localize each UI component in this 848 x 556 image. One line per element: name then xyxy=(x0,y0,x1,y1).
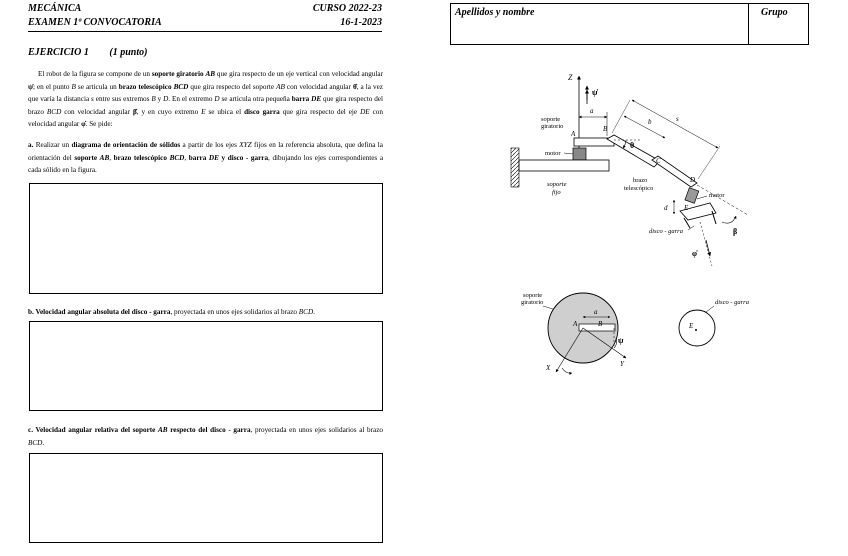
tv-disco-leader xyxy=(706,306,714,312)
text-run: barra xyxy=(291,95,312,104)
text-run: β̇ xyxy=(132,107,137,116)
phi-axis xyxy=(700,222,712,266)
text-run: ; en el punto xyxy=(32,82,72,91)
text-run: brazo telescópico xyxy=(118,82,174,91)
text-run: c. Velocidad angular relativa del soporte xyxy=(28,426,158,434)
name-label: Apellidos y nombre xyxy=(455,7,535,18)
text-run: disco garra xyxy=(244,107,280,116)
theta-label: θ xyxy=(630,141,635,150)
tv-e-label: E xyxy=(689,322,694,330)
text-run: brazo telescópico xyxy=(113,153,170,162)
text-run: con velocidad angular xyxy=(61,107,133,116)
tv-psi-label: ψ xyxy=(618,336,624,345)
text-run: , a la vez que varía la distancia xyxy=(28,82,383,104)
text-run: a partir de los ejes xyxy=(180,141,240,149)
phi-label: φ̇ xyxy=(692,249,697,258)
point-c-label: C xyxy=(656,157,661,165)
text-run: ψ̇ xyxy=(28,82,33,91)
text-run: , proyectada en unos ejes solidarios al brazo xyxy=(170,308,299,316)
text-run: DE xyxy=(208,153,219,162)
text-run: a. xyxy=(28,141,36,149)
text-run: Realizar un xyxy=(35,141,72,149)
text-run: b. Velocidad angular absoluta del disco - garra xyxy=(28,308,171,316)
text-run: AB xyxy=(99,153,110,162)
subject-label: MECÁNICA xyxy=(28,3,82,14)
soporte-giratorio-label-2: giratorio xyxy=(541,123,564,130)
tv-soporte-label-1: soporte xyxy=(523,292,543,299)
base-motor xyxy=(573,148,586,160)
text-run: y xyxy=(218,153,228,162)
fixed-support-plate xyxy=(519,160,609,171)
text-run: respecto del disco - garra xyxy=(167,426,251,434)
point-b-label: B xyxy=(603,125,608,133)
text-run: se ubica el xyxy=(205,107,245,116)
text-run: que gira respecto del brazo xyxy=(28,95,383,116)
soporte-giratorio-label-1: soporte xyxy=(541,116,561,123)
text-run: soporte xyxy=(74,153,100,162)
text-run: AB xyxy=(205,70,216,78)
text-run: θ̇ xyxy=(352,82,357,91)
soporte-fijo-label-2: fijo xyxy=(552,189,561,196)
text-run: B xyxy=(71,82,76,91)
exercise-points: (1 punto) xyxy=(109,47,148,58)
tv-x-label: X xyxy=(546,364,551,372)
tv-soporte-label-2: giratorio xyxy=(521,299,544,306)
phi-arrow xyxy=(706,240,710,256)
text-run: , dibujando los ejes correspondientes a cada sólido en la figura. xyxy=(28,153,384,175)
dim-s-line xyxy=(632,100,718,148)
text-run: se articula otra pequeña xyxy=(219,95,292,104)
dim-b-label: b xyxy=(648,118,652,126)
beta-label: β xyxy=(733,227,738,236)
text-run: , xyxy=(109,153,114,162)
dim-a-label: a xyxy=(590,107,594,115)
tv-a-label: A xyxy=(573,320,578,328)
tv-e-point xyxy=(695,329,697,331)
text-run: se articula un xyxy=(75,82,119,91)
text-run: BCD xyxy=(28,438,43,447)
text-run: . Se pide: xyxy=(85,120,113,129)
soporte-fijo-label-1: soporte xyxy=(547,181,567,188)
tv-bar-ab xyxy=(579,324,615,331)
text-run: XYZ xyxy=(239,141,252,149)
text-run: , proyectada en unos ejes solidarios al brazo xyxy=(250,426,384,434)
text-run: . xyxy=(313,308,315,316)
text-run: con velocidad angular xyxy=(284,82,353,91)
text-run: BCD xyxy=(298,308,314,316)
exam-label: EXAMEN 1ª CONVOCATORIA xyxy=(28,17,162,28)
text-run: , y en cuyo extremo xyxy=(136,107,202,116)
ext-d xyxy=(698,146,720,179)
point-a-label: A xyxy=(571,130,576,138)
text-run: BCD xyxy=(173,82,189,91)
text-run: φ̇ xyxy=(81,120,86,129)
group-label: Grupo xyxy=(761,7,788,18)
ext-b xyxy=(612,100,630,133)
text-run: DE xyxy=(311,95,322,104)
text-run: El robot de la figura se compone de un xyxy=(38,70,152,78)
text-run: soporte giratorio xyxy=(151,70,206,78)
z-label: Z xyxy=(568,73,573,82)
beta-arc xyxy=(722,216,736,223)
tv-disco-label: disco - garra xyxy=(715,299,749,306)
text-run: . xyxy=(42,438,45,447)
text-run: DE xyxy=(360,107,370,116)
tv-a-dim-label: a xyxy=(594,308,598,316)
text-run: fijos en la referencia absoluta, que defina la orientación del xyxy=(28,141,383,162)
tv-b-label: B xyxy=(598,320,603,328)
motor-label: motor xyxy=(545,150,561,157)
tv-y-label: Y xyxy=(620,360,624,368)
text-run: D xyxy=(214,95,220,104)
point-e-label: E xyxy=(684,204,689,212)
disco-garra-label: disco - garra xyxy=(649,228,683,235)
text-run: con velocidad angular xyxy=(28,107,383,129)
course-label: CURSO 2022-23 xyxy=(312,3,382,14)
text-run: disco - garra xyxy=(227,153,269,162)
text-run: barra xyxy=(188,153,209,162)
text-run: B xyxy=(151,95,156,104)
text-run: E xyxy=(201,107,206,116)
motor-leader xyxy=(564,153,573,154)
text-run: que gira respecto de un eje vertical con velocidad angular xyxy=(215,70,383,78)
text-run: y xyxy=(155,95,164,104)
end-motor xyxy=(685,188,699,204)
motor2-leader xyxy=(697,196,707,199)
dim-b-line xyxy=(624,116,665,138)
brazo-label-1: brazo xyxy=(633,177,648,184)
text-run: , xyxy=(184,153,189,162)
dim-d-label: d xyxy=(664,204,668,212)
text-run: entre sus extremos xyxy=(93,95,152,104)
text-run: que gira respecto del soporte xyxy=(188,82,277,91)
psi-label: ψ̇ xyxy=(592,88,598,97)
exercise-title: EJERCICIO 1 xyxy=(28,47,89,58)
text-run: BCD xyxy=(46,107,62,116)
text-run: AB xyxy=(158,426,168,434)
text-run: . En el extremo xyxy=(168,95,215,104)
date-label: 16-1-2023 xyxy=(340,17,382,28)
text-run: AB xyxy=(276,82,285,91)
tv-gripper-disc xyxy=(679,310,715,346)
brazo-label-2: telescópico xyxy=(624,185,654,192)
text-run: D xyxy=(163,95,169,104)
text-run: que gira respecto del eje xyxy=(279,107,361,116)
motor2-label: motor xyxy=(709,192,725,199)
dim-s-label: s xyxy=(676,115,679,123)
fixed-support-wall xyxy=(511,148,519,187)
tv-psi-rot-arrow xyxy=(562,368,572,373)
text-run: diagrama de orientación de sólidos xyxy=(71,141,181,149)
point-d-label: D xyxy=(690,176,696,184)
text-run: s xyxy=(91,95,94,104)
text-run: BCD xyxy=(169,153,185,162)
